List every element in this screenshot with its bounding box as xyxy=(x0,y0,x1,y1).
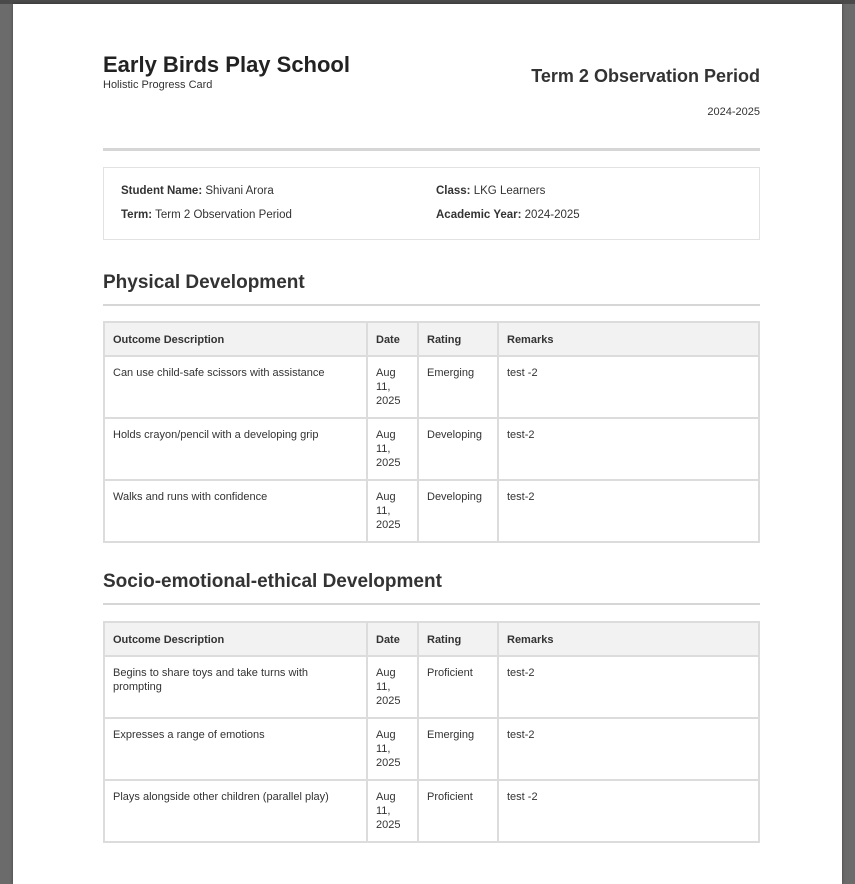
table-header-row xyxy=(104,622,759,656)
table-row xyxy=(104,656,759,718)
term-label: Term: xyxy=(121,209,153,221)
physical-development-table xyxy=(103,321,760,543)
section-title-socio-emotional: Socio-emotional-ethical Development xyxy=(103,571,760,605)
section-title-physical: Physical Development xyxy=(103,272,760,306)
col-outcome-header: Outcome Description xyxy=(104,622,367,656)
outcome-cell: Expresses a range of emotions xyxy=(104,718,367,780)
outcome-cell: Begins to share toys and take turns with prompting xyxy=(104,656,367,718)
col-rating-header: Rating xyxy=(418,622,498,656)
table-header-row xyxy=(104,322,759,356)
academic-year-value: 2024-2025 xyxy=(524,209,580,221)
outcome-cell: Plays alongside other children (parallel play) xyxy=(104,780,367,842)
table-row xyxy=(104,418,759,480)
outcome-cell: Can use child-safe scissors with assistance xyxy=(104,356,367,418)
rating-cell: Proficient xyxy=(418,656,498,718)
date-cell: Aug 11, 2025 xyxy=(367,418,418,480)
remarks-cell: test -2 xyxy=(498,780,759,842)
col-remarks-header: Remarks xyxy=(498,622,759,656)
rating-cell: Developing xyxy=(418,480,498,542)
rating-cell: Emerging xyxy=(418,718,498,780)
card-subtitle: Holistic Progress Card xyxy=(103,79,213,91)
term-title: Term 2 Observation Period xyxy=(531,66,760,86)
class-field xyxy=(436,185,545,197)
term-field xyxy=(121,209,292,221)
academic-year-label: Academic Year: xyxy=(436,209,522,221)
date-cell: Aug 11, 2025 xyxy=(367,780,418,842)
student-info-box xyxy=(103,167,760,240)
date-cell: Aug 11, 2025 xyxy=(367,356,418,418)
rating-cell: Proficient xyxy=(418,780,498,842)
report-page xyxy=(13,4,842,884)
school-name: Early Birds Play School xyxy=(103,52,350,77)
remarks-cell: test-2 xyxy=(498,418,759,480)
date-cell: Aug 11, 2025 xyxy=(367,718,418,780)
class-value: LKG Learners xyxy=(473,185,546,197)
col-rating-header: Rating xyxy=(418,322,498,356)
date-cell: Aug 11, 2025 xyxy=(367,656,418,718)
rating-cell: Developing xyxy=(418,418,498,480)
outcome-cell: Holds crayon/pencil with a developing grip xyxy=(104,418,367,480)
page-content xyxy=(103,4,760,831)
remarks-cell: test-2 xyxy=(498,480,759,542)
table-row xyxy=(104,480,759,542)
remarks-cell: test-2 xyxy=(498,656,759,718)
table-row xyxy=(104,356,759,418)
report-header xyxy=(103,4,760,154)
col-date-header: Date xyxy=(367,322,418,356)
table-row xyxy=(104,780,759,842)
remarks-cell: test -2 xyxy=(498,356,759,418)
col-date-header: Date xyxy=(367,622,418,656)
student-name-label: Student Name: xyxy=(121,185,203,197)
student-name-value: Shivani Arora xyxy=(205,185,274,197)
rating-cell: Emerging xyxy=(418,356,498,418)
col-outcome-header: Outcome Description xyxy=(104,322,367,356)
date-cell: Aug 11, 2025 xyxy=(367,480,418,542)
header-year: 2024-2025 xyxy=(707,106,760,118)
academic-year-field xyxy=(436,209,580,221)
term-value: Term 2 Observation Period xyxy=(155,209,292,221)
outcome-cell: Walks and runs with confidence xyxy=(104,480,367,542)
table-row xyxy=(104,718,759,780)
remarks-cell: test-2 xyxy=(498,718,759,780)
header-divider xyxy=(103,148,760,151)
socio-emotional-table xyxy=(103,621,760,843)
col-remarks-header: Remarks xyxy=(498,322,759,356)
student-name-field xyxy=(121,185,274,197)
class-label: Class: xyxy=(436,185,471,197)
